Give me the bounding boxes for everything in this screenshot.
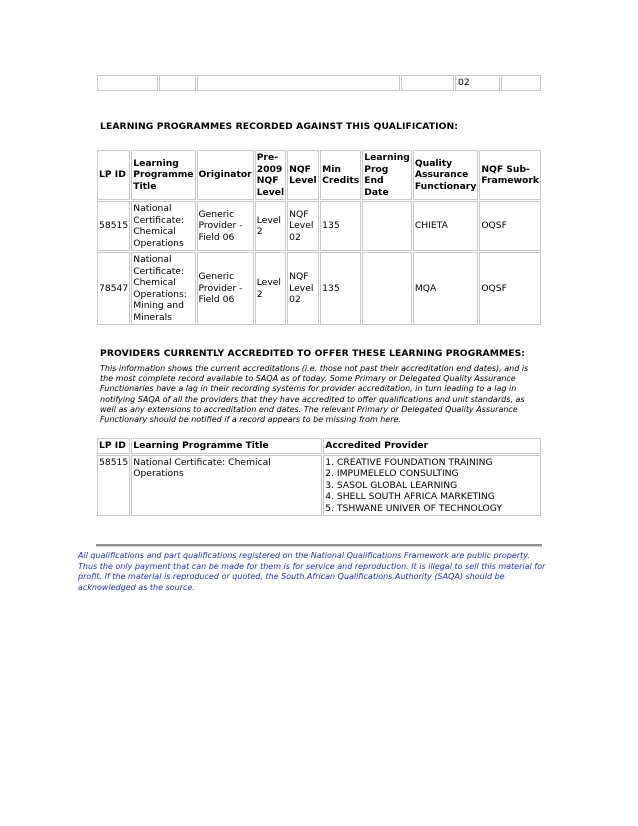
cell-line: Certificate: <box>133 214 185 226</box>
originator-cell <box>197 201 254 251</box>
min-credits-cell: 135 <box>320 252 361 325</box>
cell-line: National <box>133 203 172 214</box>
cell-line: Chemical <box>133 277 176 288</box>
lp-id-cell: 58515 <box>97 201 130 251</box>
table-cell <box>401 75 454 91</box>
col-header-min-credits <box>320 150 361 200</box>
provider-cell <box>323 455 541 517</box>
header-line: Prog End <box>364 163 389 186</box>
header-line: Quality <box>414 157 453 169</box>
cell-line: Generic <box>198 271 235 283</box>
pre2009-level-cell <box>255 201 286 251</box>
cell-line: Provider - <box>198 282 243 294</box>
col-header-lp-id: LP ID <box>97 150 130 200</box>
qa-functionary-cell: CHIETA <box>413 201 478 251</box>
table-cell <box>501 75 541 91</box>
previous-table-fragment <box>96 74 542 92</box>
header-line: Pre- <box>256 152 279 163</box>
cell-line: Level <box>256 277 281 288</box>
col-header-nqf-level: NQF Level <box>287 150 319 200</box>
prog-end-date-cell <box>362 201 412 251</box>
providers-table <box>96 437 542 517</box>
cell-line: 2 <box>256 226 263 237</box>
prog-end-date-cell <box>362 252 412 325</box>
header-line: 2009 <box>256 163 283 175</box>
sub-framework-cell: OQSF <box>479 201 541 251</box>
header-line: Framework <box>481 175 539 186</box>
cell-line: National <box>133 254 172 265</box>
table-row <box>97 201 541 251</box>
lp-id-cell: 78547 <box>97 252 130 325</box>
list-item: 4. SHELL SOUTH AFRICA MARKETING <box>325 491 495 503</box>
col-header-provider: Accredited Provider <box>323 438 541 454</box>
col-header-originator: Originator <box>197 150 254 200</box>
table-header-row <box>97 150 541 200</box>
list-item: 1. CREATIVE FOUNDATION TRAINING <box>325 456 493 468</box>
cell-line: 2 <box>256 288 263 300</box>
header-line: Assurance <box>414 169 469 181</box>
col-header-title: Learning Programme Title <box>131 438 322 454</box>
header-line: NQF Sub- <box>481 163 530 175</box>
cell-line: Mining and <box>133 300 184 311</box>
header-line: Programme <box>133 169 194 181</box>
pre2009-level-cell <box>255 252 286 325</box>
cell-line: Field 06 <box>198 231 235 243</box>
table-row <box>97 252 541 325</box>
footer-notice: All qualifications and part qualifications registered on the National Qualifications Framework are public property. Thus the only payment that can be made for them is for service and reproduction. It is illegal to sell this material for profit. If the material is reproduced or quoted, the South African Qualifications Authority (SAQA) should be acknowledged as the source. <box>78 551 546 592</box>
title-cell <box>131 252 195 325</box>
title-cell: National Certificate: Chemical Operations <box>131 455 322 517</box>
col-header-prog-end-date <box>362 150 412 200</box>
header-line: Level <box>256 186 285 198</box>
header-line: Functionary <box>414 180 477 192</box>
nqf-level-cell: NQF Level 02 <box>287 252 319 325</box>
col-header-lp-id: LP ID <box>97 438 130 454</box>
list-item: 5. TSHWANE UNIVER OF TECHNOLOGY <box>325 502 503 514</box>
providers-heading: PROVIDERS CURRENTLY ACCREDITED TO OFFER THESE LEARNING PROGRAMMES: <box>100 348 526 359</box>
lp-id-cell: 58515 <box>97 455 130 517</box>
qa-functionary-cell: MQA <box>413 252 478 325</box>
header-line: Learning <box>364 152 410 163</box>
cell-line: Certificate: <box>133 265 185 277</box>
cell-line: Field 06 <box>198 294 235 306</box>
sub-framework-cell: OQSF <box>479 252 541 325</box>
provider-list <box>325 457 539 515</box>
col-header-pre2009 <box>255 150 286 200</box>
list-item: 3. SASOL GLOBAL LEARNING <box>325 479 458 491</box>
table-row <box>97 455 541 517</box>
table-cell <box>159 75 196 91</box>
table-cell <box>97 75 158 91</box>
cell-line: Level <box>256 214 281 226</box>
col-header-qa-functionary <box>413 150 478 200</box>
table-cell <box>197 75 400 91</box>
learning-programmes-table <box>96 149 542 326</box>
title-cell <box>131 201 195 251</box>
cell-line: Chemical <box>133 226 176 237</box>
header-line: Credits <box>322 175 360 186</box>
col-header-title <box>131 150 195 200</box>
originator-cell <box>197 252 254 325</box>
cell-line: Generic <box>198 208 235 220</box>
providers-disclaimer: This information shows the current accreditations (i.e. those not past their accreditation end dates), and is the most complete record available to SAQA as of today. Some Primary or Delegated Quality Assurance Functionaries have a lag in their recording systems for provider accreditation, in turn leading to a lag in notifying SAQA of all the providers that they have accredited to offer qualifications and unit standards, as well as any extensions to accreditation end dates. The relevant Primary or Delegated Quality Assurance Functionary should be notified if a record appears to be missing from here. <box>100 364 529 425</box>
header-line: NQF <box>256 175 279 186</box>
nqf-level-cell: NQF Level 02 <box>287 201 319 251</box>
col-header-sub-framework <box>479 150 541 200</box>
learning-programmes-heading: LEARNING PROGRAMMES RECORDED AGAINST THIS QUALIFICATION: <box>100 121 459 132</box>
list-item: 2. IMPUMELELO CONSULTING <box>325 468 459 480</box>
cell-line: Provider - <box>198 220 243 232</box>
header-line: Min <box>322 163 341 175</box>
cell-line: Operations <box>133 237 184 249</box>
cell-line: Minerals <box>133 311 172 323</box>
horizontal-divider <box>96 544 542 547</box>
header-line: Learning <box>133 157 179 169</box>
header-line: Title <box>133 180 157 192</box>
header-line: Date <box>364 186 389 198</box>
min-credits-cell: 135 <box>320 201 361 251</box>
table-row <box>97 75 541 91</box>
table-header-row <box>97 438 541 454</box>
cell-line: Operations: <box>133 288 187 300</box>
table-cell: 02 <box>455 75 500 91</box>
